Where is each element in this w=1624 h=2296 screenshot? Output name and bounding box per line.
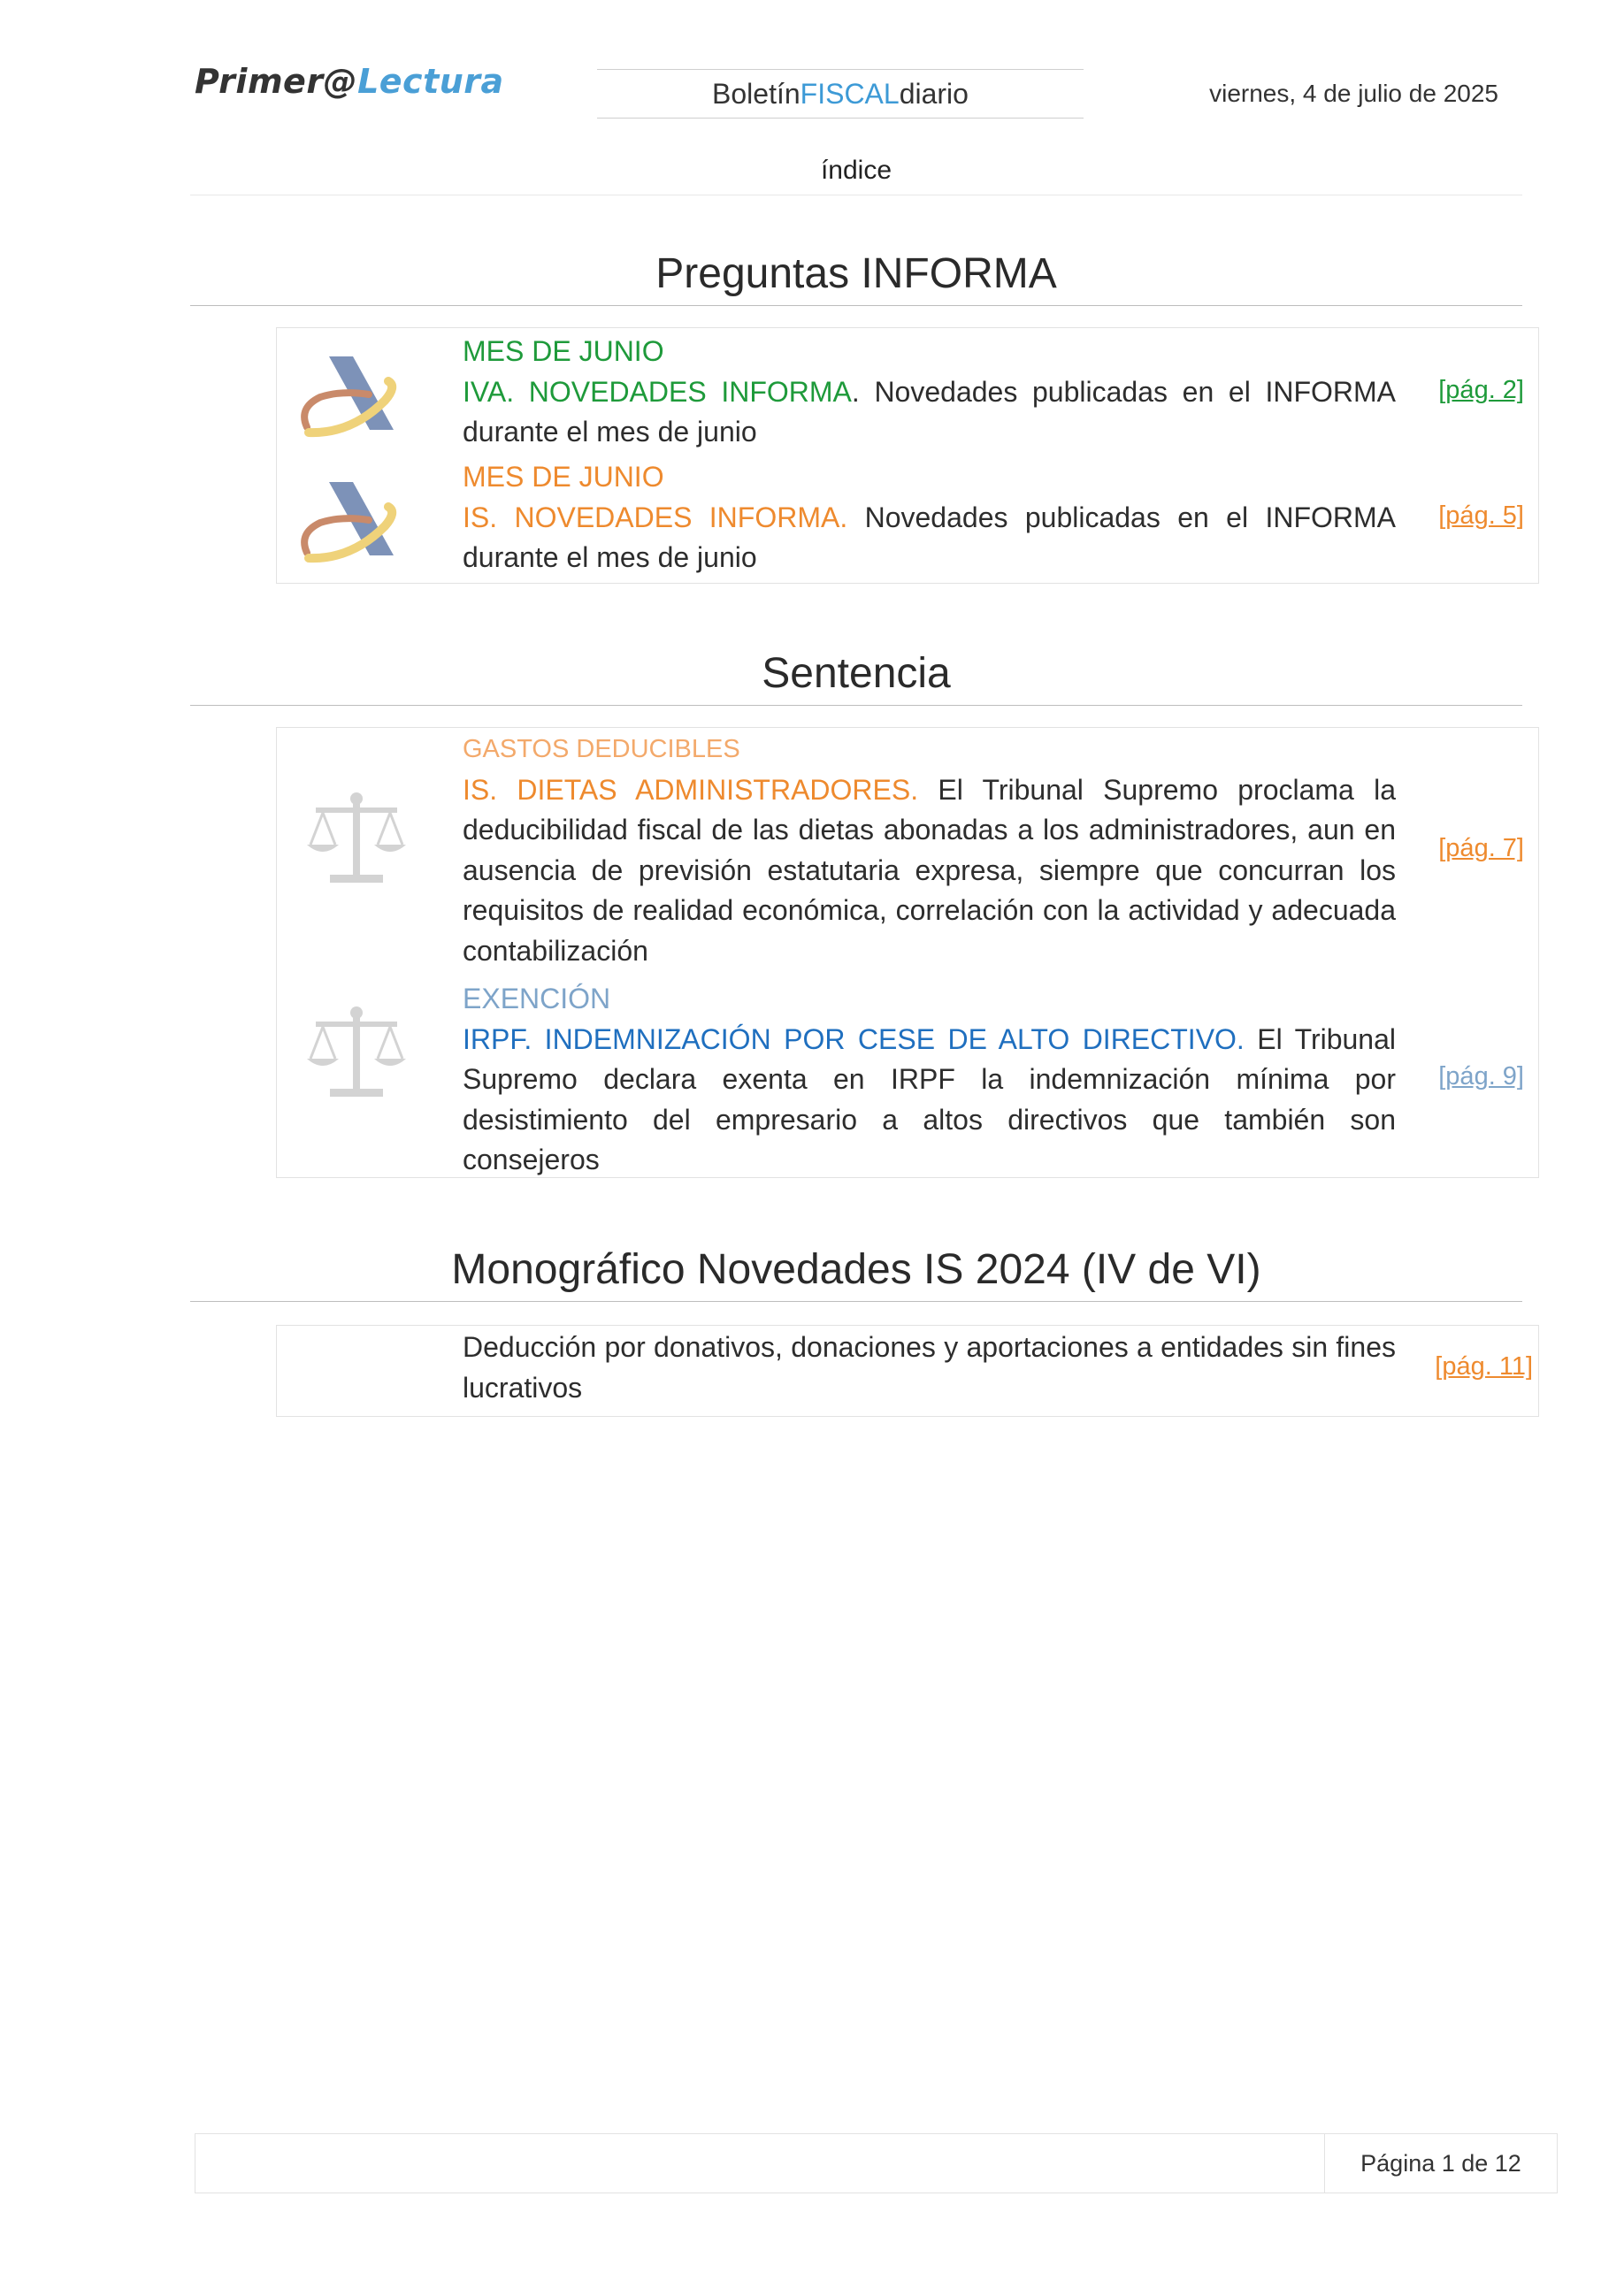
bulletin-title-post: diario (899, 77, 969, 110)
entry-headline: IS. NOVEDADES INFORMA. (463, 501, 848, 533)
entry-headline: IRPF. INDEMNIZACIÓN POR CESE DE ALTO DIRECTIVO. (463, 1022, 1245, 1055)
entry-category: MES DE JUNIO (463, 335, 664, 367)
entry-headline: IVA. NOVEDADES INFORMA (463, 375, 852, 408)
page-link-9[interactable]: [pág. 9] (1438, 1062, 1524, 1091)
bulletin-title-pre: Boletín (712, 77, 801, 110)
section-title-monografico: Monográfico Novedades IS 2024 (IV de VI) (190, 1245, 1522, 1302)
logo-text-lectura: Lectura (357, 62, 504, 101)
page-link-5[interactable]: [pág. 5] (1438, 501, 1524, 530)
aeat-logo-icon (289, 471, 422, 569)
index-title: índice (820, 156, 892, 185)
bulletin-title (597, 69, 1084, 119)
section-box-monografico (276, 1325, 1539, 1417)
entry-headline-separator: . (851, 375, 860, 408)
aeat-logo-icon (289, 346, 422, 443)
page-number: Página 1 de 12 (1324, 2133, 1558, 2193)
section-box-sentencia (276, 727, 1539, 1178)
section-title-preguntas-informa: Preguntas INFORMA (190, 249, 1522, 306)
logo-text-primera: Primer@ (195, 62, 358, 101)
entry-category: EXENCIÓN (463, 983, 611, 1014)
page-link-7[interactable]: [pág. 7] (1438, 834, 1524, 862)
entry-category: MES DE JUNIO (463, 461, 664, 493)
page-link-2[interactable]: [pág. 2] (1438, 376, 1524, 404)
entry-body: Deducción por donativos, donaciones y aportaciones a entidades sin fines lucrativos (463, 1331, 1396, 1404)
entry-category: GASTOS DEDUCIBLES (463, 735, 740, 763)
entry-body: Novedades publicadas en el INFORMA durante el mes de junio (463, 375, 1396, 448)
page-link-11[interactable]: [pág. 11] (1435, 1352, 1533, 1381)
bulletin-title-fiscal: FISCAL (800, 77, 900, 110)
brand-logo (195, 62, 504, 101)
footer-left-cell (195, 2133, 1325, 2193)
section-title-sentencia: Sentencia (190, 649, 1522, 706)
entry-body: Novedades publicadas en el INFORMA durante el mes de junio (463, 501, 1397, 573)
scales-icon (303, 790, 410, 887)
section-box-preguntas-informa (276, 327, 1539, 584)
bulletin-date: viernes, 4 de julio de 2025 (1209, 80, 1498, 107)
entry-body: El Tribunal Supremo declara exenta en IRPF la indemnización mínima por desistimiento del empresario a altos directivos que también son consejeros (463, 1022, 1397, 1175)
scales-icon (303, 1004, 410, 1101)
entry-body: El Tribunal Supremo proclama la deducibilidad fiscal de las dietas abonadas a los administradores, aun en ausencia de previsión estatutaria expresa, siempre que concurran los requisitos de realidad económica, correlación con la actividad y adecuada contabilización (463, 773, 1396, 967)
entry-headline: IS. DIETAS ADMINISTRADORES. (463, 773, 919, 806)
